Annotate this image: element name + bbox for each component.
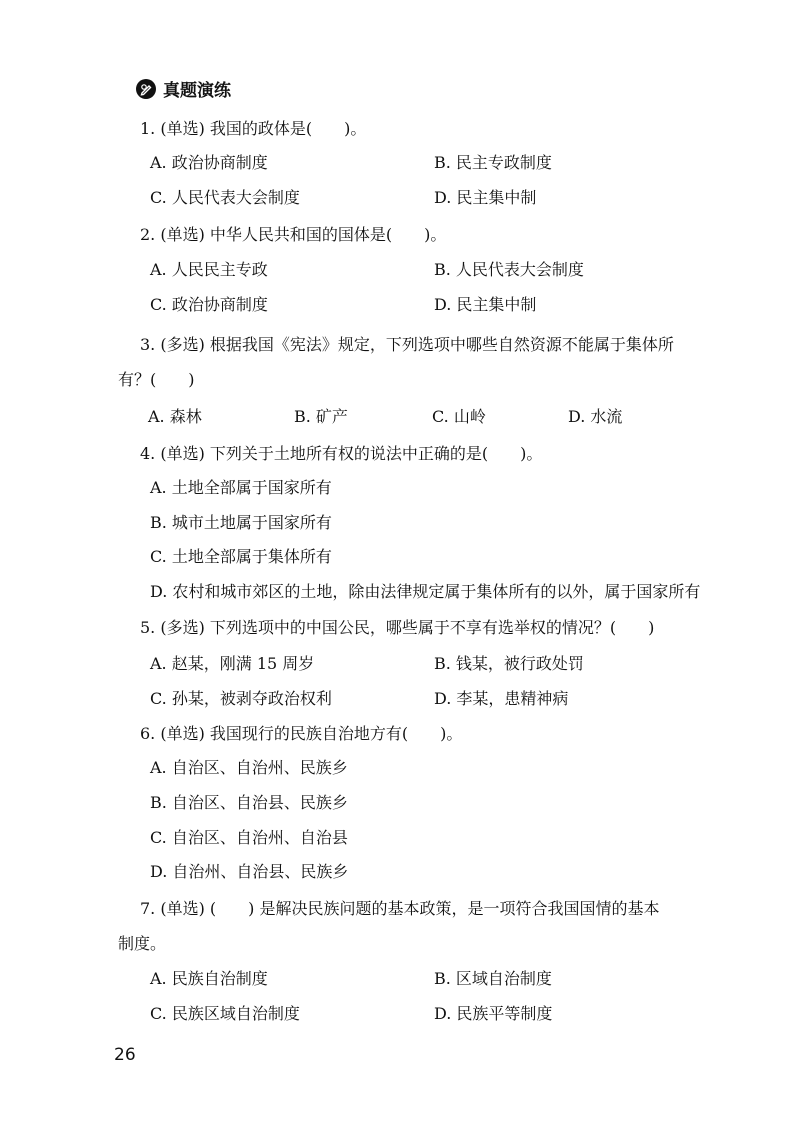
option-b: B. 城市土地属于国家所有 (150, 513, 332, 532)
option-a: A. 自治区、自治州、民族乡 (150, 758, 348, 777)
option-c: C. 山岭 (432, 407, 486, 426)
option-b: B. 自治区、自治县、民族乡 (150, 793, 348, 812)
pen-icon (136, 79, 156, 99)
option-b: B. 钱某，被行政处罚 (434, 654, 584, 673)
option-c: C. 土地全部属于集体所有 (150, 547, 332, 566)
question-stem-continued: 有？( ) (118, 370, 195, 389)
option-b: B. 矿产 (294, 407, 348, 426)
option-c: C. 自治区、自治州、自治县 (150, 828, 348, 847)
question-stem-continued: 制度。 (118, 934, 167, 953)
option-b: B. 区域自治制度 (434, 969, 552, 988)
question-stem: 7. (单选) ( ) 是解决民族问题的基本政策，是一项符合我国国情的基本 (140, 899, 660, 918)
option-a: A. 森林 (148, 407, 202, 426)
option-b: B. 民主专政制度 (434, 153, 552, 172)
option-d: D. 民族平等制度 (434, 1004, 553, 1023)
question-stem: 3. (多选) 根据我国《宪法》规定，下列选项中哪些自然资源不能属于集体所 (140, 335, 674, 354)
page-number: 26 (114, 1045, 136, 1065)
question-stem: 5. (多选) 下列选项中的中国公民，哪些属于不享有选举权的情况？( ) (140, 618, 655, 637)
option-d: D. 农村和城市郊区的土地，除由法律规定属于集体所有的以外，属于国家所有 (150, 582, 701, 601)
option-b: B. 人民代表大会制度 (434, 260, 584, 279)
option-c: C. 孙某，被剥夺政治权利 (150, 689, 332, 708)
option-d: D. 民主集中制 (434, 295, 537, 314)
option-c: C. 民族区域自治制度 (150, 1004, 300, 1023)
option-c: C. 政治协商制度 (150, 295, 268, 314)
section-title: 真题演练 (163, 81, 231, 101)
option-a: A. 赵某，刚满 15 周岁 (150, 654, 315, 673)
section-header (136, 76, 231, 101)
question-stem: 6. (单选) 我国现行的民族自治地方有( )。 (140, 724, 463, 743)
question-stem: 2. (单选) 中华人民共和国的国体是( )。 (140, 225, 447, 244)
option-a: A. 人民民主专政 (150, 260, 268, 279)
option-c: C. 人民代表大会制度 (150, 188, 300, 207)
option-d: D. 水流 (568, 407, 623, 426)
question-stem: 4. (单选) 下列关于土地所有权的说法中正确的是( )。 (140, 444, 543, 463)
option-d: D. 民主集中制 (434, 188, 537, 207)
option-d: D. 自治州、自治县、民族乡 (150, 862, 349, 881)
option-a: A. 民族自治制度 (150, 969, 268, 988)
option-d: D. 李某，患精神病 (434, 689, 569, 708)
option-a: A. 政治协商制度 (150, 153, 268, 172)
question-stem: 1. (单选) 我国的政体是( )。 (140, 119, 367, 138)
option-a: A. 土地全部属于国家所有 (150, 478, 332, 497)
